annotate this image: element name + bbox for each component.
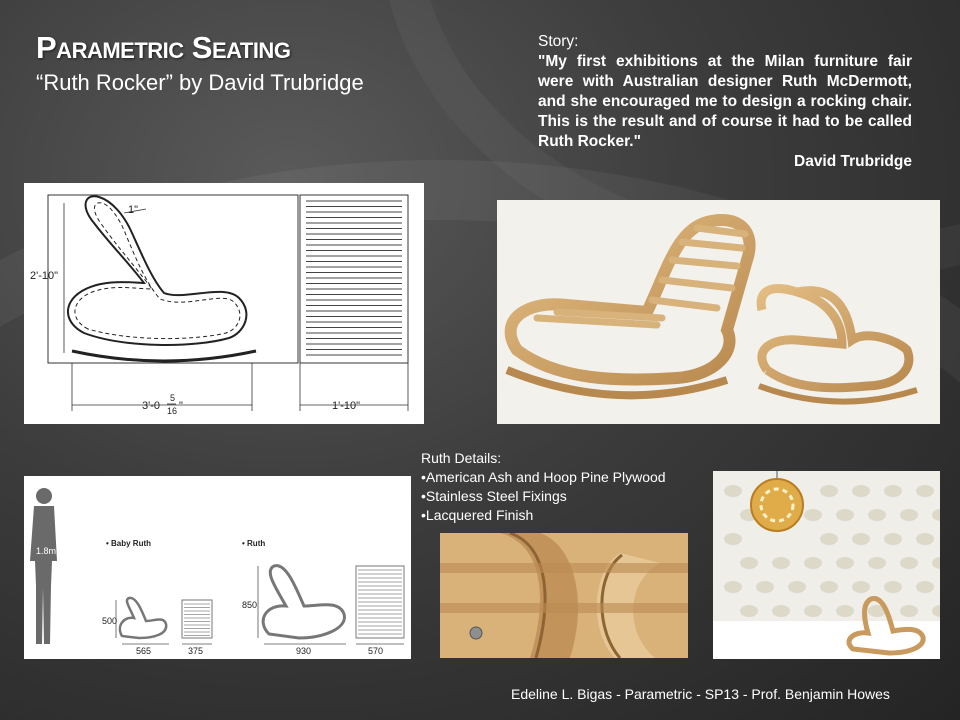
drawing-length-fraction-den: 16 (167, 406, 178, 416)
baby-front-slats (184, 604, 210, 636)
story-heading: Story: (538, 33, 579, 50)
drawing-width-label: 1'-10" (332, 400, 361, 412)
ruth-length-label: 930 (296, 646, 312, 656)
baby-ruth-label: • Baby Ruth (106, 539, 152, 548)
chair-profile-slats (75, 203, 240, 339)
ruth-front-slats (358, 570, 402, 634)
pendant-lamp-icon (751, 479, 803, 531)
front-view-slats (300, 195, 408, 363)
story-block (538, 32, 912, 172)
baby-width-label: 375 (188, 646, 204, 656)
footer-credit: Edeline L. Bigas - Parametric - SP13 - Prof. Benjamin Howes (511, 686, 890, 702)
details-item-fixings: •Stainless Steel Fixings (421, 488, 567, 504)
chair-photo (497, 200, 940, 424)
story-author: David Trubridge (794, 153, 912, 170)
drawing-svg (24, 183, 424, 424)
details-heading: Ruth Details: (421, 450, 502, 466)
chair-profile-outer (68, 196, 246, 345)
detail-closeup-photo (440, 533, 688, 658)
slide-title: Parametric Seating (36, 30, 291, 65)
details-item-material: •American Ash and Hoop Pine Plywood (421, 469, 666, 485)
drawing-height-label: 2'-10" (30, 270, 59, 282)
small-rocker (761, 289, 909, 388)
scale-comparison (24, 476, 411, 659)
ruth-height-label: 850 (242, 600, 258, 610)
ruth-width-label: 570 (368, 646, 384, 656)
drawing-length-fraction-num: 5 (170, 393, 176, 403)
drawing-length-tail: " (179, 400, 183, 412)
ruth-label: • Ruth (242, 539, 266, 548)
baby-height-label: 500 (102, 616, 118, 626)
technical-drawing (24, 183, 424, 424)
room-svg (713, 471, 940, 659)
rocker-base (72, 351, 256, 361)
chair-photo-svg (497, 200, 940, 424)
drawing-thickness-label: 1" (128, 204, 139, 216)
baby-length-label: 565 (136, 646, 152, 656)
person-height-label: 1.8m (35, 546, 57, 556)
story-quote: "My first exhibitions at the Milan furniture fair were with Australian designer Ruth McDermott, and she encouraged me to design a rocking chair. This is the result and of course it had to be called Ruth Rocker." (538, 53, 912, 150)
detail-svg (440, 533, 688, 658)
steel-fixing-icon (470, 627, 482, 639)
drawing-length-label: 3'-0 (142, 400, 160, 412)
person-silhouette (30, 488, 57, 644)
details-item-finish: •Lacquered Finish (421, 507, 534, 523)
scale-svg (24, 476, 411, 659)
room-photo (713, 471, 940, 659)
slide-subtitle: “Ruth Rocker” by David Trubridge (36, 70, 364, 95)
ruth-details (421, 449, 666, 525)
